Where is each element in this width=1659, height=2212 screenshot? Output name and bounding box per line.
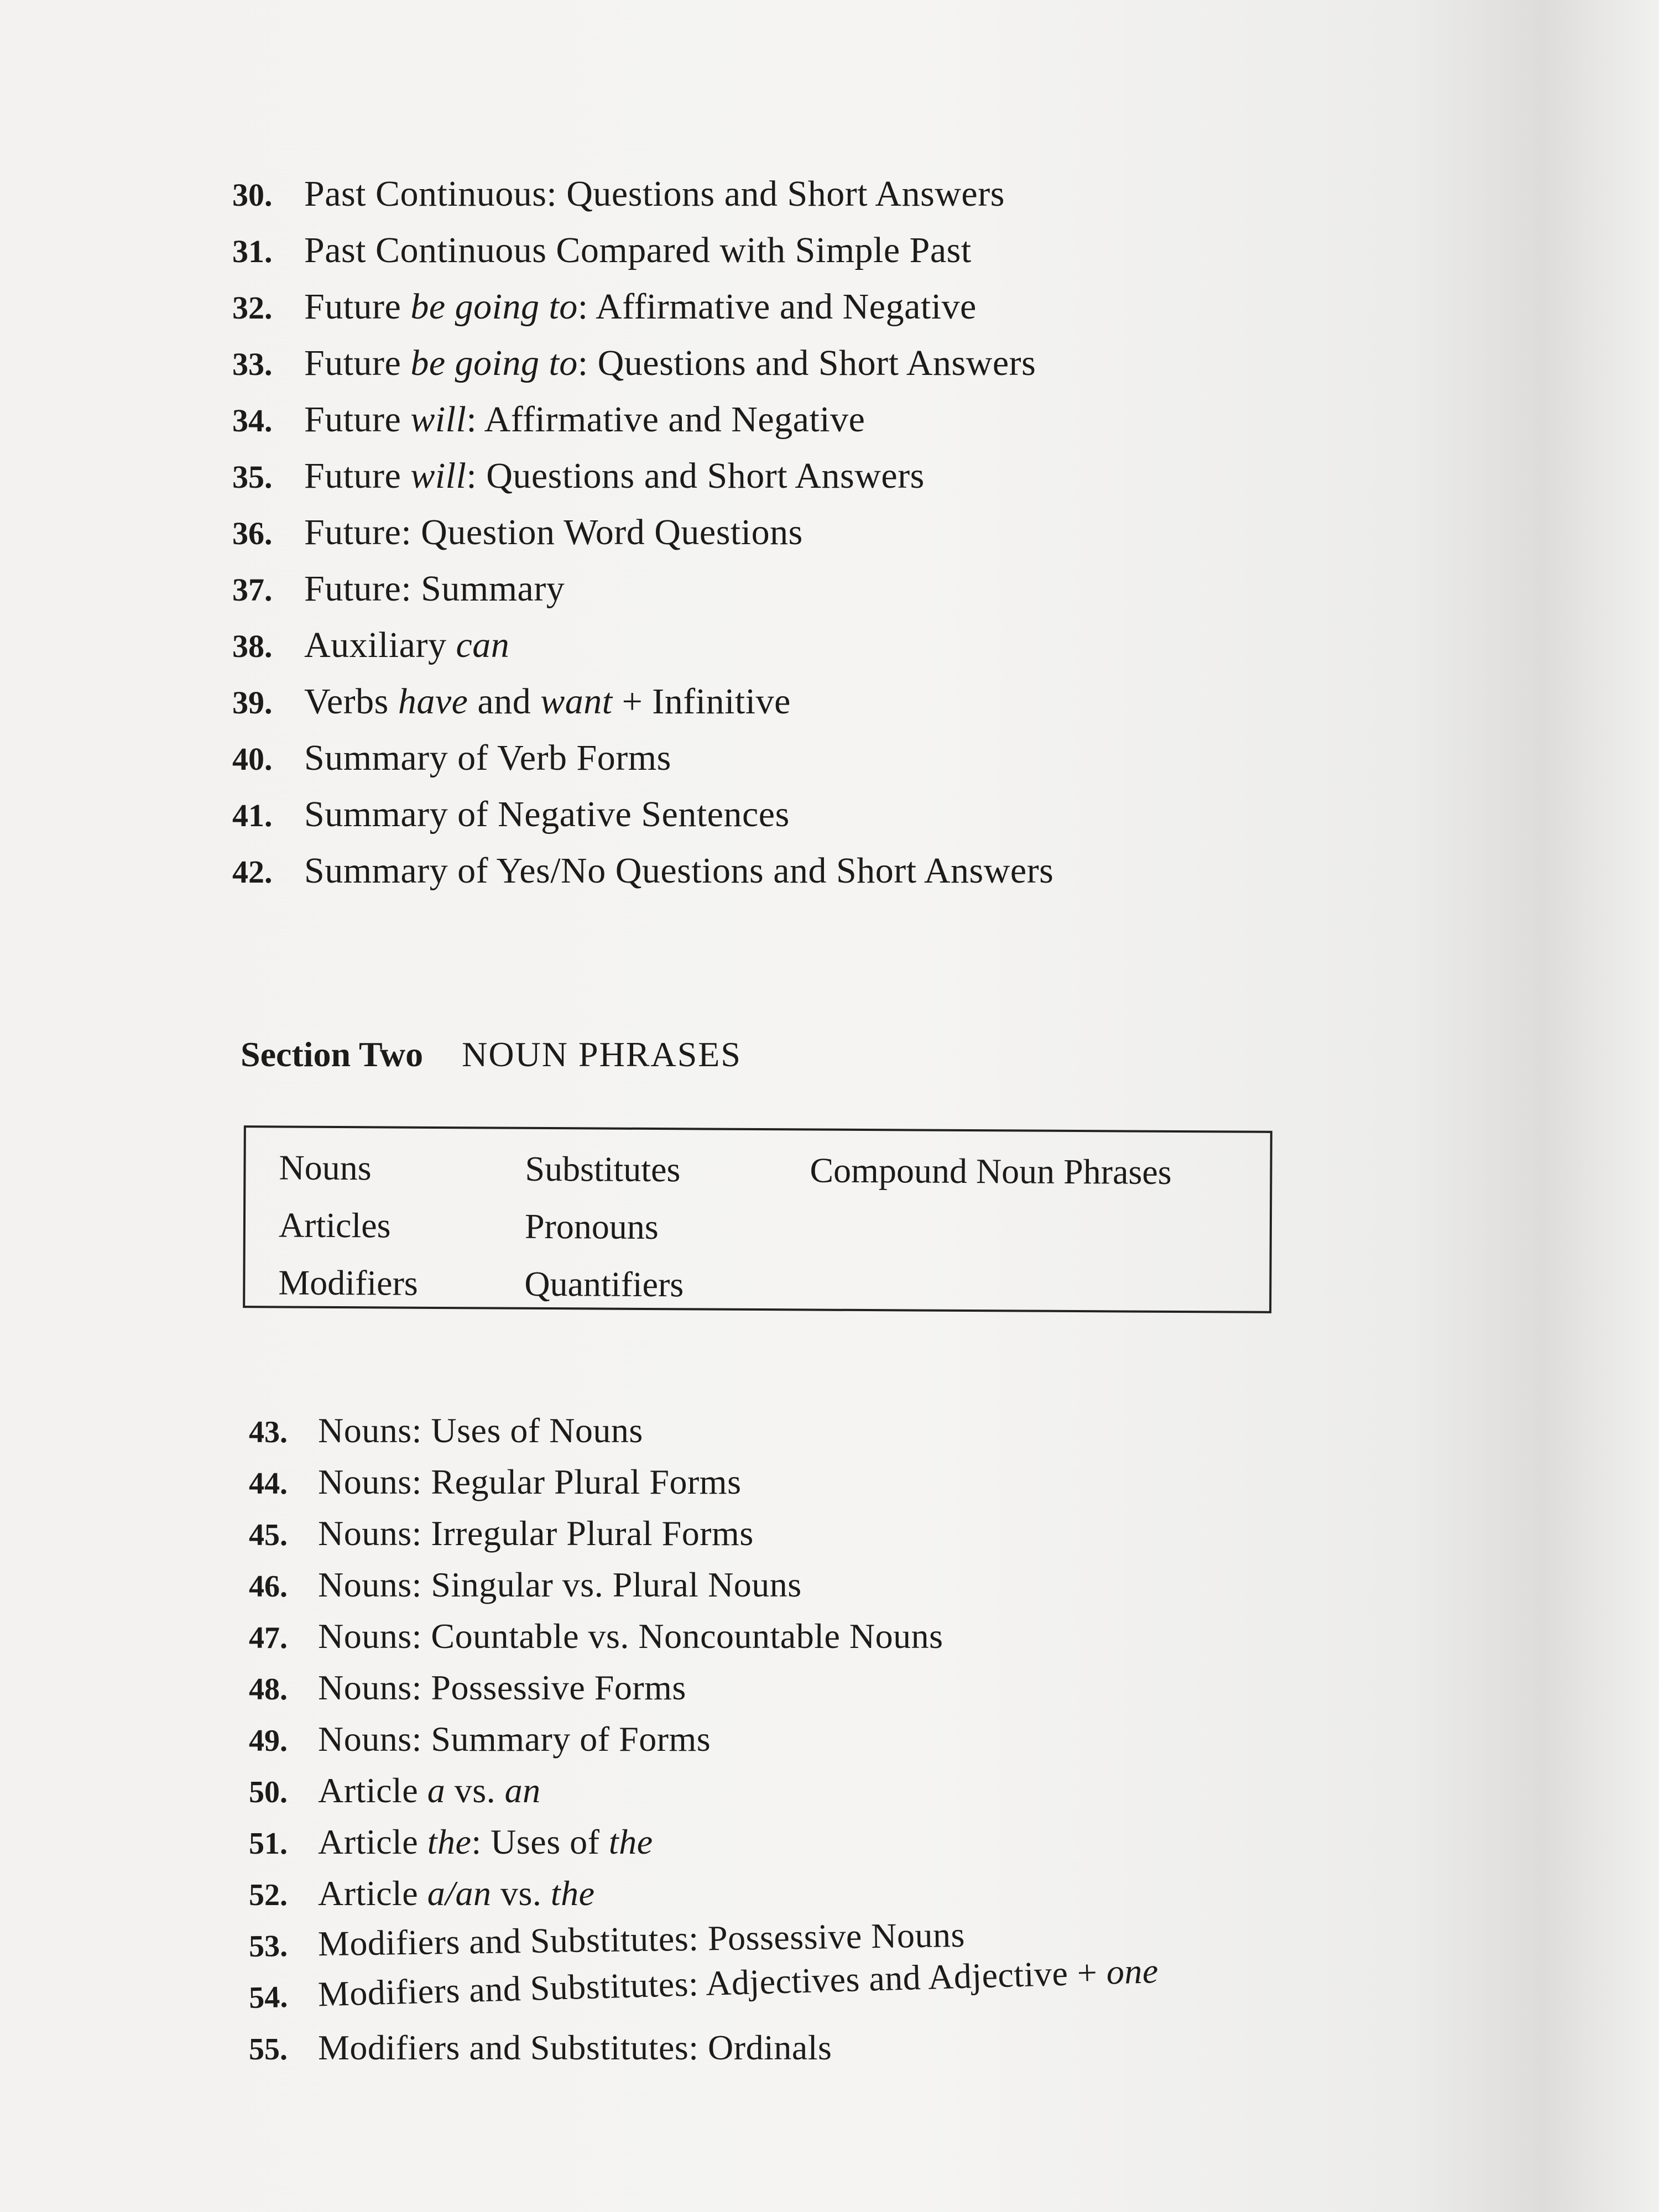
entry-number: 34. (232, 403, 273, 439)
entry-title: Nouns: Summary of Forms (318, 1719, 711, 1759)
section-label: Section Two (241, 1035, 424, 1074)
toc-entry (232, 843, 1338, 899)
entry-title: Summary of Verb Forms (304, 738, 671, 778)
toc-entry (249, 1456, 1410, 1507)
toc-entry (249, 1713, 1410, 1765)
entry-title (318, 1874, 595, 1913)
entry-title: Modifiers and Substitutes: Ordinals (318, 2028, 832, 2067)
entry-title-italic: will (410, 399, 467, 440)
toc-entry (232, 674, 1338, 730)
entry-number: 47. (249, 1621, 288, 1655)
entry-title (304, 625, 509, 665)
entry-title-text: Auxiliary (304, 625, 456, 665)
toc-entry (232, 730, 1338, 786)
entry-number: 44. (249, 1467, 288, 1501)
entry-title-text: Modifiers and Substitutes: Adjectives and Adjective + (317, 1952, 1107, 2014)
entry-title (304, 399, 865, 440)
entry-number: 52. (249, 1878, 288, 1912)
entry-title: Future: Summary (304, 568, 565, 609)
entry-number: 32. (232, 290, 273, 326)
topic-item: Articles (278, 1205, 391, 1245)
entry-number: 38. (232, 628, 273, 664)
entry-title-text: : Affirmative and Negative (466, 399, 865, 440)
entry-title-text: and (468, 681, 541, 722)
toc-entry (232, 561, 1338, 617)
entry-title-italic: an (504, 1771, 541, 1810)
entry-title-text: Future (304, 343, 411, 383)
entry-title (304, 456, 925, 496)
toc-list-part1 (232, 166, 1338, 899)
toc-entry (232, 448, 1338, 504)
entry-title-italic: the (550, 1874, 595, 1913)
entry-title-italic: will (410, 456, 467, 496)
topic-item: Compound Noun Phrases (810, 1150, 1172, 1192)
entry-number: 33. (232, 346, 273, 382)
toc-entry (232, 392, 1338, 448)
entry-title: Nouns: Irregular Plural Forms (318, 1514, 754, 1553)
topic-item: Substitutes (525, 1149, 681, 1190)
entry-title-text: vs. (445, 1771, 505, 1810)
section-name: NOUN PHRASES (462, 1035, 742, 1074)
toc-entry (232, 617, 1338, 674)
entry-title: Nouns: Countable vs. Noncountable Nouns (318, 1616, 943, 1656)
entry-title (304, 343, 1036, 383)
entry-title-text: : Questions and Short Answers (577, 343, 1036, 383)
entry-title-text: vs. (491, 1874, 551, 1913)
entry-title-italic: a/an (427, 1874, 492, 1913)
entry-title-text: Future (304, 286, 411, 327)
entry-title-text: Article (318, 1822, 427, 1861)
entry-title-text: : Affirmative and Negative (577, 286, 977, 327)
entry-number: 45. (249, 1518, 288, 1552)
entry-number: 39. (232, 685, 273, 721)
entry-title-text: : Questions and Short Answers (466, 456, 925, 496)
entry-title: Summary of Yes/No Questions and Short Answers (304, 851, 1054, 891)
toc-list-part2 (249, 1405, 1410, 2073)
toc-entry (249, 1662, 1410, 1713)
entry-number: 30. (232, 177, 273, 213)
entry-title-text: Future (304, 456, 411, 496)
entry-title-italic: can (456, 625, 510, 665)
entry-title (304, 286, 977, 327)
entry-title-italic: the (427, 1822, 472, 1861)
entry-title-italic: be going to (410, 286, 578, 327)
entry-title-italic: have (398, 681, 468, 722)
toc-entry (249, 1405, 1410, 1456)
entry-title: Past Continuous: Questions and Short Answers (304, 174, 1005, 214)
toc-entry (232, 335, 1338, 392)
toc-entry (249, 1765, 1410, 1816)
entry-number: 49. (249, 1724, 288, 1758)
toc-entry (232, 279, 1338, 335)
entry-number: 55. (249, 2032, 288, 2067)
toc-entry (232, 166, 1338, 222)
topics-column-1 (278, 1139, 419, 1312)
topic-item: Quantifiers (524, 1264, 684, 1305)
entry-title-text: + Infinitive (612, 681, 791, 722)
entry-number: 54. (248, 1980, 288, 2015)
entry-number: 40. (232, 741, 273, 777)
entry-number: 48. (249, 1672, 288, 1707)
entry-number: 42. (232, 854, 273, 890)
entry-title: Summary of Negative Sentences (304, 794, 790, 834)
entry-title-text: Article (318, 1874, 427, 1913)
entry-title: Nouns: Singular vs. Plural Nouns (318, 1565, 802, 1604)
entry-number: 35. (232, 459, 273, 495)
section-heading (241, 1034, 742, 1075)
entry-title (318, 1822, 653, 1861)
entry-title-text: : Uses of (471, 1822, 609, 1861)
toc-entry (232, 786, 1338, 843)
entry-title: Past Continuous Compared with Simple Past (304, 230, 972, 270)
entry-title: Nouns: Possessive Forms (318, 1668, 686, 1707)
entry-title-italic: the (608, 1822, 653, 1861)
entry-title (304, 681, 791, 722)
toc-entry (232, 504, 1338, 561)
entry-number: 36. (232, 515, 273, 551)
entry-number: 46. (249, 1569, 288, 1604)
toc-entry (232, 222, 1338, 279)
entry-title: Future: Question Word Questions (304, 512, 803, 552)
section-topics-box (243, 1125, 1272, 1313)
entry-title: Nouns: Regular Plural Forms (318, 1462, 742, 1501)
entry-number: 37. (232, 572, 273, 608)
entry-title-italic: be going to (410, 343, 578, 383)
topic-item: Modifiers (278, 1262, 418, 1303)
toc-entry (249, 1816, 1410, 1867)
toc-entry (249, 2022, 1410, 2073)
entry-title-italic: one (1105, 1951, 1159, 1992)
entry-title-text: Verbs (304, 681, 398, 722)
entry-number: 41. (232, 797, 273, 833)
entry-title-italic: a (427, 1771, 446, 1810)
entry-number: 50. (249, 1775, 288, 1809)
entry-title: Nouns: Uses of Nouns (318, 1411, 643, 1450)
entry-number: 51. (249, 1827, 288, 1861)
entry-number: 31. (232, 233, 273, 269)
entry-title-text: Article (318, 1771, 427, 1810)
topics-column-2 (524, 1140, 685, 1314)
entry-number: 43. (249, 1415, 288, 1449)
topic-item: Nouns (279, 1147, 372, 1188)
toc-entry (249, 1507, 1410, 1559)
entry-title-italic: want (540, 681, 613, 722)
toc-entry (249, 1610, 1410, 1662)
topic-item: Pronouns (524, 1206, 659, 1247)
entry-title (318, 1771, 541, 1810)
entry-title: Modifiers and Substitutes: Possessive Nouns (317, 1914, 966, 1964)
entry-number: 53. (248, 1929, 288, 1964)
toc-entry (249, 1559, 1410, 1610)
topics-column-3 (810, 1141, 1172, 1201)
entry-title-text: Future (304, 399, 411, 440)
